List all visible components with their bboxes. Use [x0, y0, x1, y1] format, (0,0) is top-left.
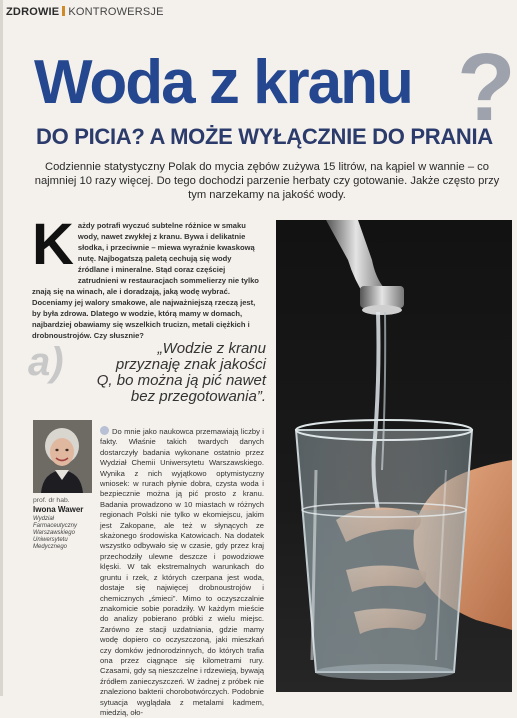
article-title: Woda z kranu	[34, 48, 412, 117]
expert-photo	[33, 420, 92, 493]
section-name: ZDROWIE	[6, 6, 60, 18]
section-separator	[62, 6, 65, 16]
pull-quote: „Wodzie z kranu przyznaję znak jakości Q, bo można ją pić nawet bez przegotowania”.	[96, 340, 266, 405]
title-question-mark: ?	[457, 34, 516, 141]
pull-quote-marker: a)	[28, 340, 64, 384]
answer-bullet-icon	[100, 426, 109, 435]
body-text: Do mnie jako naukowca przemawiają liczby i fakty. Właśnie takich twardych danych dostarczyły badania wykonane ostatnio przez Wydział Chemii Uniwersytetu Warszawskiego. Wynika z nich wyjątkowo optymistyczny wniosek: w rurach płynie dobra, czysta woda i bezpiecznie można ją pić prosto z kranu. Badania prowadzono w 10 miastach w różnych regionach Polski nie tylko w ekomiejscu, jakim jest Zakopane, ale też w słynących ze skażonego środowiska Katowicach. Na dodatek wszystko odbywało się w czasie, gdy przez kraj przechodziły ulewne deszcze i powodziowe klęski. W tak ekstremalnych warunkach do gruntu i rzek, z których czerpana jest woda, dostaje się najwięcej drobnoustrojów i chemicznych „śmieci”. Mimo to oczyszczalnie znakomicie sobie poradziły. W każdym mieście do analizy pobierano próbki z wielu miejsc. Zarówno ze stacji uzdatniania, gdzie mamy wodę dopiero co oczyszczoną, jaki mieszkań czy domków jednorodzinnych, do których trafia ona przez ciągnące się kilometrami rury. Czasami, gdy są nieszczelne i rdzewieją, bywają źródłem zanieczyszczeń. W żadnej z próbek nie znaleziono bakterii chorobotwórczych. Podobnie sytuacja wyglądała z metalami kadmem, miedzią, oło-	[100, 427, 264, 717]
water-glass-photo	[276, 220, 512, 692]
expert-affiliation: Wydział Farmaceutyczny Warszawskiego Uniwersytetu Medycznego	[33, 516, 78, 550]
expert-academic-title: prof. dr hab.	[33, 497, 70, 504]
body-column	[100, 426, 264, 717]
section-tag	[6, 6, 164, 18]
article-lead: Codziennie statystyczny Polak do mycia zębów zużywa 15 litrów, na kąpiel w wannie – co najmniej 10 razy więcej. Do tego dochodzi parzenie herbaty czy gotowanie. Jakże często przy tym narzekamy na jakość wody.	[34, 161, 500, 201]
drop-cap: K	[32, 212, 74, 277]
article-subtitle: DO PICIA? A MOŻE WYŁĄCZNIE DO PRANIA	[36, 124, 493, 149]
intro-text: ażdy potrafi wyczuć subtelne różnice w smaku wody, nawet zwykłej z kranu. Bywa i delikatnie słodka, i przeciwnie – miewa wyraźnie kwaskową nutę. Najbogatszą paletą cechują się wody źródlane i mineralne. Stąd coraz częściej zatrudnieni w restauracjach sommelierzy nie tylko znają się na winach, ale i doradzają, jaką wodę wybrać. Doceniamy jej walory smakowe, ale najważniejszą rzeczą jest, by była zdrowa. Dlatego w wodzie, którą mamy w domach, najbardziej obawiamy się wszelkich trucizn, metali ciężkich i drobnoustrojów. Czy słusznie?	[32, 221, 259, 340]
section-subname: KONTROWERSJE	[68, 6, 164, 18]
intro-paragraph	[32, 212, 264, 341]
page-spine	[0, 0, 3, 696]
expert-name: Iwona Wawer	[33, 505, 84, 514]
